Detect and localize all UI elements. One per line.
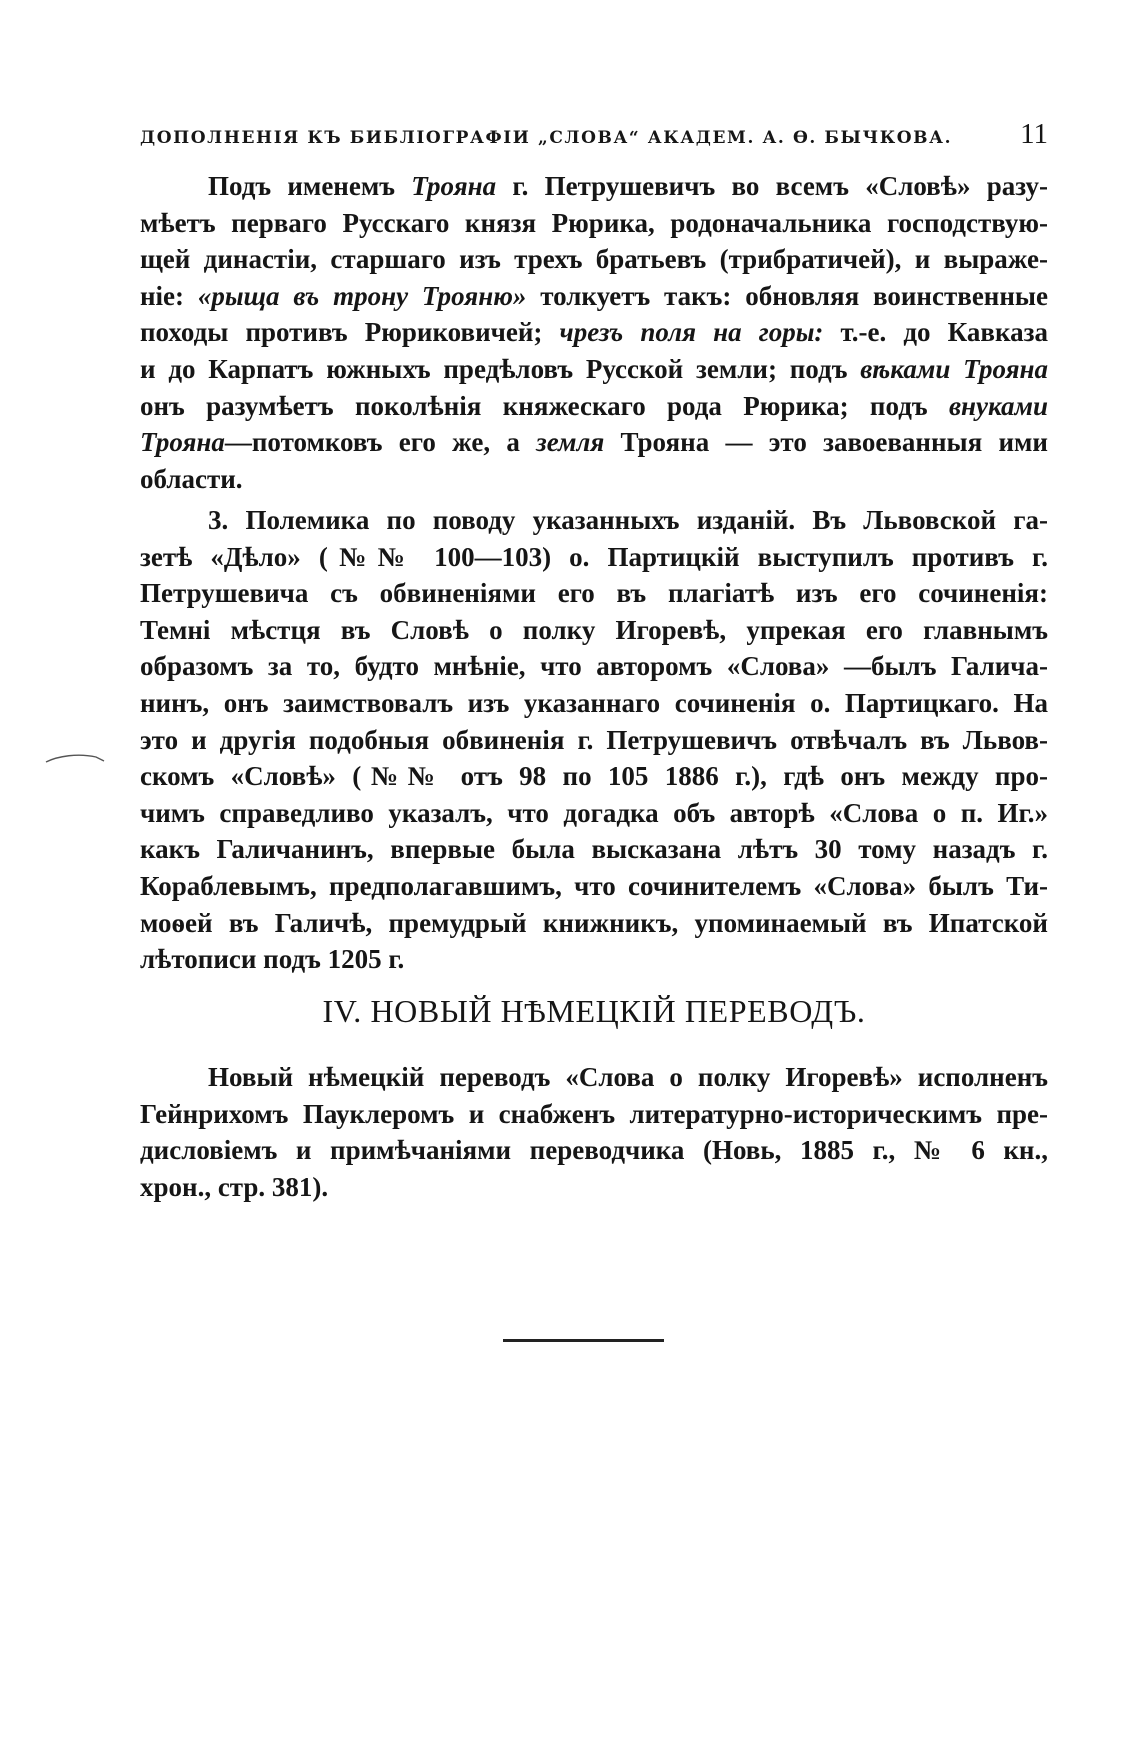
end-rule-divider (503, 1339, 664, 1342)
running-title: ДОПОЛНЕНІЯ КЪ БИБЛІОГРАФІИ „СЛОВА“ АКАДЕМ. А. Ѳ. БЫЧКОВА. (140, 128, 953, 148)
text-line: Темні мѣстця въ Словѣ о полку Игоревѣ, упрекая его главнымъ (140, 614, 1048, 645)
text-line: Трояна—потомковъ его же, а земля Трояна — это завоеванныя ими (140, 427, 1048, 458)
section-heading: IV. НОВЫЙ НѢМЕЦКІЙ ПЕРЕВОДЪ. (322, 993, 866, 1029)
text-line: скомъ «Словѣ» (№№ отъ 98 по 105 1886 г.), гдѣ онъ между про- (140, 761, 1048, 792)
text-line: какъ Галичанинъ, впервые была высказана лѣтъ 30 тому назадъ г. (140, 834, 1048, 865)
text-line: хрон., стр. 381). (140, 1171, 329, 1202)
text-line: Новый нѣмецкій переводъ «Слова о полку Игоревѣ» исполненъ (208, 1062, 1048, 1092)
page-number: 11 (1020, 118, 1048, 150)
text-line: Кораблевымъ, предполагавшимъ, что сочинителемъ «Слова» былъ Ти- (140, 870, 1048, 901)
text-line: Подъ именемъ Трояна г. Петрушевичъ во всемъ «Словѣ» разу- (208, 171, 1048, 201)
text-line: зетѣ «Дѣло» (№№ 100—103) о. Партицкій выступилъ противъ г. (140, 541, 1048, 572)
text-line: это и другія подобныя обвиненія г. Петрушевичъ отвѣчалъ въ Львов- (140, 724, 1048, 755)
text-line: дисловіемъ и примѣчаніями переводчика (Новь, 1885 г., № 6 кн., (140, 1135, 1048, 1166)
text-line: онъ разумѣетъ поколѣнія княжескаго рода Рюрика; подъ внуками (140, 390, 1048, 421)
text-line: области. (140, 463, 243, 494)
running-header (140, 118, 1048, 150)
paragraph-german-translation (140, 1059, 1048, 1205)
paragraph-troyan (140, 168, 1048, 497)
text-line: чимъ справедливо указалъ, что догадка объ авторѣ «Слова о п. Иг.» (140, 797, 1048, 828)
text-line: и до Карпатъ южныхъ предѣловъ Русской земли; подъ вѣками Трояна (140, 353, 1048, 384)
text-line: ніе: «рыща въ трону Трояню» толкуетъ такъ: обновляя воинственные (140, 280, 1048, 311)
text-line: походы противъ Рюриковичей; чрезъ поля на горы: т.-е. до Кавказа (140, 317, 1048, 348)
text-line: 3. Полемика по поводу указанныхъ изданій. Въ Львовской га- (208, 505, 1048, 535)
text-line: моѳей въ Галичѣ, премудрый книжникъ, упоминаемый въ Ипатской (140, 907, 1048, 938)
text-line: мѣетъ перваго Русскаго князя Рюрика, родоначальника господствую- (140, 207, 1048, 238)
text-line: нинъ, онъ заимствовалъ изъ указаннаго сочиненія о. Партицкаго. На (140, 687, 1048, 718)
text-line: лѣтописи подъ 1205 г. (140, 944, 405, 975)
paragraph-polemic (140, 502, 1048, 978)
text-line: щей династіи, старшаго изъ трехъ братьевъ (трибратичей), и выраже- (140, 244, 1048, 275)
margin-pencil-mark (44, 750, 106, 764)
text-line: Петрушевича съ обвиненіями его въ плагіатѣ изъ его сочиненія: (140, 578, 1048, 609)
text-line: Гейнрихомъ Пауклеромъ и снабженъ литературно-историческимъ пре- (140, 1098, 1048, 1129)
text-line: образомъ за то, будто мнѣніе, что авторомъ «Слова» —былъ Галича- (140, 651, 1048, 682)
